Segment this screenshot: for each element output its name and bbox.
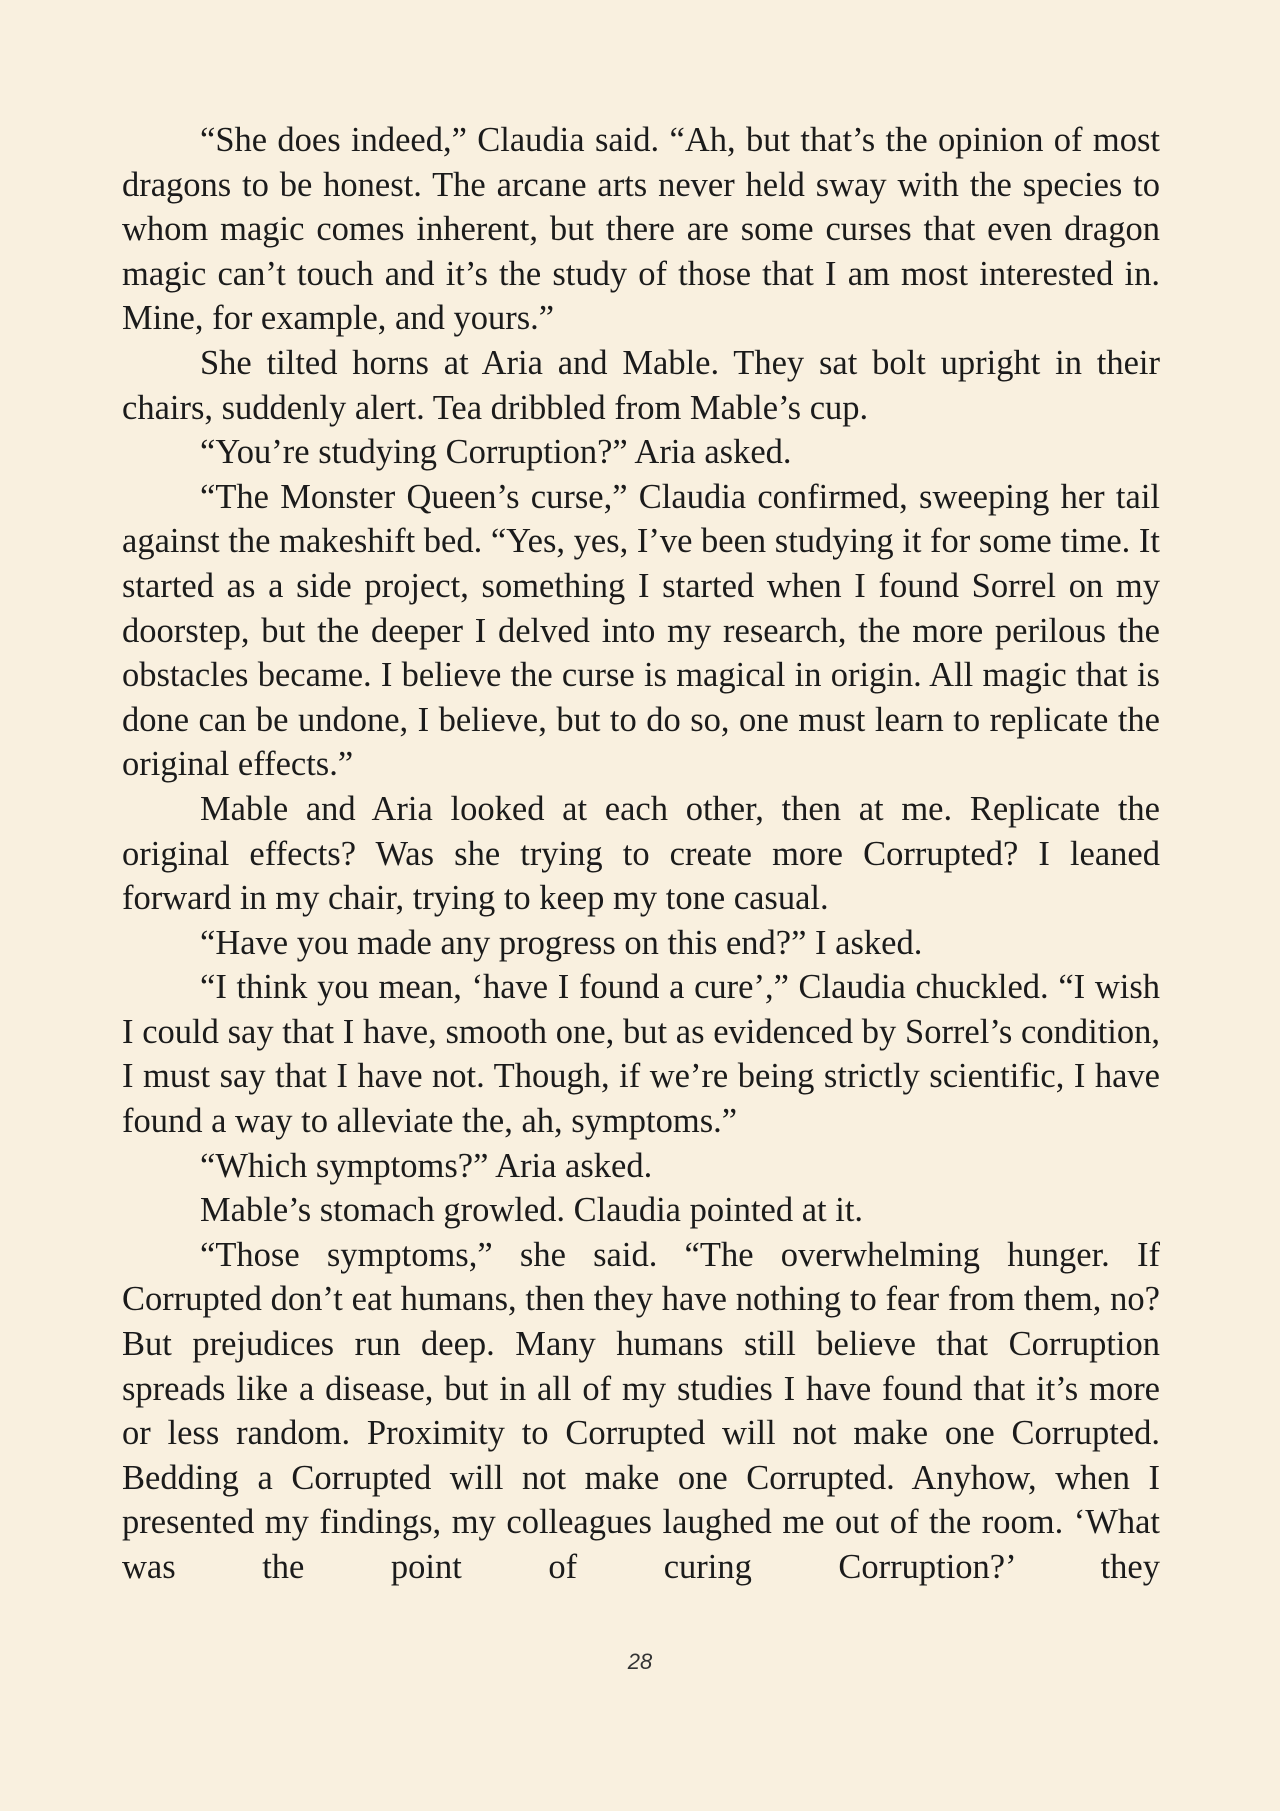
paragraph-8: “Which symptoms?” Aria asked. bbox=[200, 1146, 653, 1185]
paragraph-4: “The Monster Queen’s curse,” Claudia confirmed, sweeping her tail against the makeshift bed. “Yes, yes, I’ve been studying it for some time. It started as a side project, something I started when I found Sorrel on my doorstep, but the deeper I delved into my research, the more perilous the obstacles became. I believe the curse is magical in origin. All magic that is done can be undone, I believe, but to do so, one must learn to replicate the original effects.” bbox=[122, 477, 1160, 784]
paragraph-10: “Those symptoms,” she said. “The overwhelming hunger. If Corrupted don’t eat humans, then they have nothing to fear from them, no? But prejudices run deep. Many humans still believe that Corruption spreads like a disease, but in all of my studies I have found that it’s more or less random. Proximity to Corrupted will not make one Corrupted. Bedding a Corrupted will not make one Corrupted. Anyhow, when I presented my findings, my colleagues laughed me out of the room. ‘What was the point of curing Corruption?’ they bbox=[122, 1235, 1160, 1586]
paragraph-7: “I think you mean, ‘have I found a cure’,” Claudia chuckled. “I wish I could say that I have, smooth one, but as evidenced by Sorrel’s condition, I must say that I have not. Though, if we’re being strictly scientific, I have found a way to alleviate the, ah, symptoms.” bbox=[122, 968, 1160, 1141]
paragraph-2: She tilted horns at Aria and Mable. They sat bolt upright in their chairs, suddenly alert. Tea dribbled from Mable’s cup. bbox=[122, 343, 1160, 427]
paragraph-6: “Have you made any progress on this end?” I asked. bbox=[200, 923, 923, 962]
paragraph-1: “She does indeed,” Claudia said. “Ah, but that’s the opinion of most dragons to be honest. The arcane arts never held sway with the species to whom magic comes inherent, but there are some curses that even dragon magic can’t touch and it’s the study of those that I am most interested in. Mine, for example, and yours.” bbox=[122, 121, 1160, 338]
page-number: 28 bbox=[627, 1649, 653, 1674]
paragraph-3: “You’re studying Corruption?” Aria asked. bbox=[200, 433, 792, 472]
paragraph-5: Mable and Aria looked at each other, then at me. Replicate the original effects? Was she trying to create more Corrupted? I leaned forward in my chair, trying to keep my tone casual. bbox=[122, 789, 1160, 918]
body-text bbox=[122, 118, 1160, 1590]
paragraph-9: Mable’s stomach growled. Claudia pointed at it. bbox=[200, 1191, 864, 1230]
